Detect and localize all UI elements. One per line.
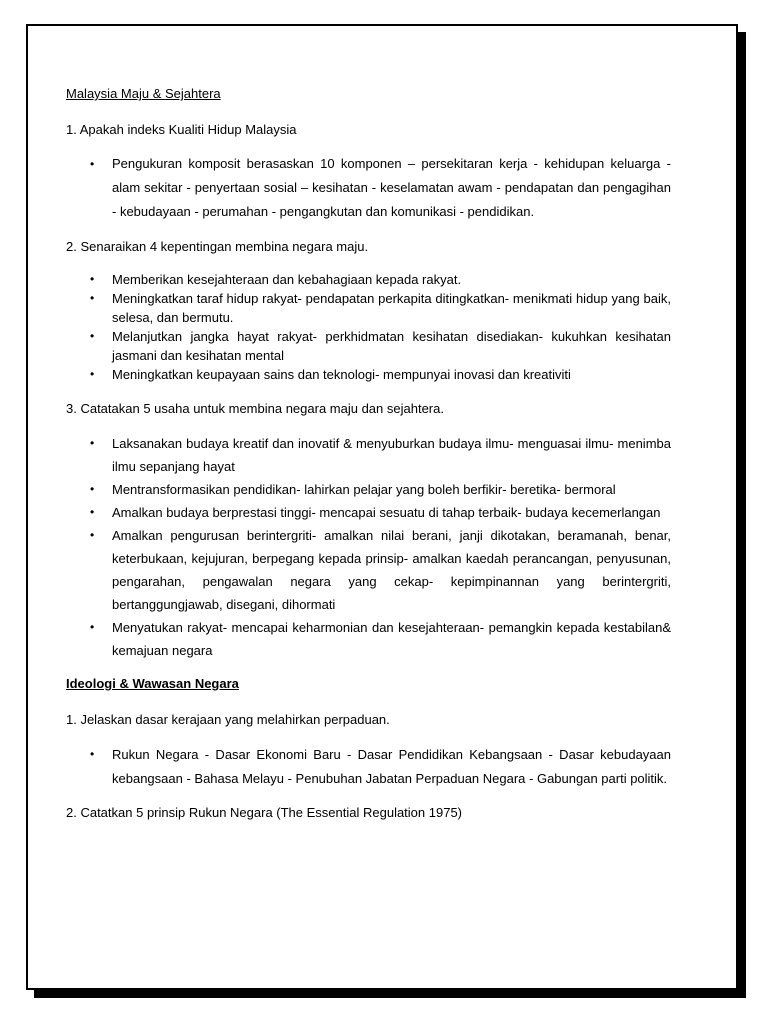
bullet-icon: • — [90, 747, 95, 761]
list-item — [66, 289, 671, 327]
bullet-icon: • — [90, 505, 95, 519]
list-item — [66, 270, 671, 289]
answer-list-2 — [66, 270, 671, 384]
bullet-icon: • — [90, 436, 95, 450]
list-item — [66, 616, 671, 662]
question-2: 2. Senaraikan 4 kepentingan membina negara maju. — [66, 239, 369, 254]
list-item — [66, 432, 671, 478]
list-item-text: Melanjutkan jangka hayat rakyat- perkhidmatan kesihatan disediakan- kukuhkan kesihatan jasmani dan kesihatan mental — [112, 329, 671, 363]
list-item — [66, 152, 671, 224]
list-item-text: Memberikan kesejahteraan dan kebahagiaan kepada rakyat. — [112, 272, 462, 287]
section-title-malaysia-maju: Malaysia Maju & Sejahtera — [66, 86, 221, 101]
list-item-text: Rukun Negara - Dasar Ekonomi Baru - Dasar Pendidikan Kebangsaan - Dasar kebudayaan kebangsaan - Bahasa Melayu - Penubuhan Jabatan Perpaduan Negara - Gabungan parti politik. — [112, 747, 671, 786]
bullet-icon: • — [90, 157, 95, 171]
document-content — [66, 82, 671, 824]
list-item-text: Menyatukan rakyat- mencapai keharmonian dan kesejahteraan- pemangkin kepada kestabilan& kemajuan negara — [112, 620, 671, 658]
bullet-icon: • — [90, 482, 95, 496]
bullet-icon: • — [90, 620, 95, 634]
bullet-icon: • — [90, 329, 95, 343]
bullet-icon: • — [90, 291, 95, 305]
list-item — [66, 524, 671, 616]
question-1: 1. Apakah indeks Kualiti Hidup Malaysia — [66, 122, 297, 137]
list-item-text: Amalkan budaya berprestasi tinggi- mencapai sesuatu di tahap terbaik- budaya kecemerlangan — [112, 505, 661, 520]
list-item-text: Pengukuran komposit berasaskan 10 komponen – persekitaran kerja - kehidupan keluarga - alam sekitar - penyertaan sosial – kesihatan - keselamatan awam - pendapatan dan pengagihan - kebudayaan - perumahan - pengangkutan dan komunikasi - pendidikan. — [112, 156, 671, 219]
list-item — [66, 327, 671, 365]
list-item — [66, 478, 671, 501]
bullet-icon: • — [90, 528, 95, 542]
question-ideologi-2: 2. Catatkan 5 prinsip Rukun Negara (The Essential Regulation 1975) — [66, 805, 463, 820]
list-item — [66, 743, 671, 790]
bullet-icon: • — [90, 272, 95, 286]
question-3: 3. Catatakan 5 usaha untuk membina negara maju dan sejahtera. — [66, 401, 444, 416]
answer-list-3 — [66, 432, 671, 662]
list-item-text: Laksanakan budaya kreatif dan inovatif & menyuburkan budaya ilmu- menguasai ilmu- menimba ilmu sepanjang hayat — [112, 436, 671, 474]
list-item — [66, 365, 671, 384]
answer-list-ideologi-1 — [66, 743, 671, 790]
list-item-text: Meningkatkan keupayaan sains dan teknologi- mempunyai inovasi dan kreativiti — [112, 367, 571, 382]
question-ideologi-1: 1. Jelaskan dasar kerajaan yang melahirkan perpaduan. — [66, 712, 390, 727]
answer-list-1 — [66, 152, 671, 224]
list-item-text: Amalkan pengurusan berintergriti- amalkan nilai berani, janji dikotakan, beramanah, benar, keterbukaan, kejujuran, berpegang kepada prinsip- amalkan kaedah perancangan, penyusunan, pengarahan, pengawalan negara yang cekap- kepimpinannan yang berintergriti, bertanggungjawab, disegani, dihormati — [112, 528, 671, 612]
section-title-ideologi: Ideologi & Wawasan Negara — [66, 676, 239, 691]
list-item — [66, 501, 671, 524]
list-item-text: Meningkatkan taraf hidup rakyat- pendapatan perkapita ditingkatkan- menikmati hidup yang baik, selesa, dan bermutu. — [112, 291, 671, 325]
list-item-text: Mentransformasikan pendidikan- lahirkan pelajar yang boleh berfikir- beretika- bermoral — [112, 482, 616, 497]
bullet-icon: • — [90, 367, 95, 381]
